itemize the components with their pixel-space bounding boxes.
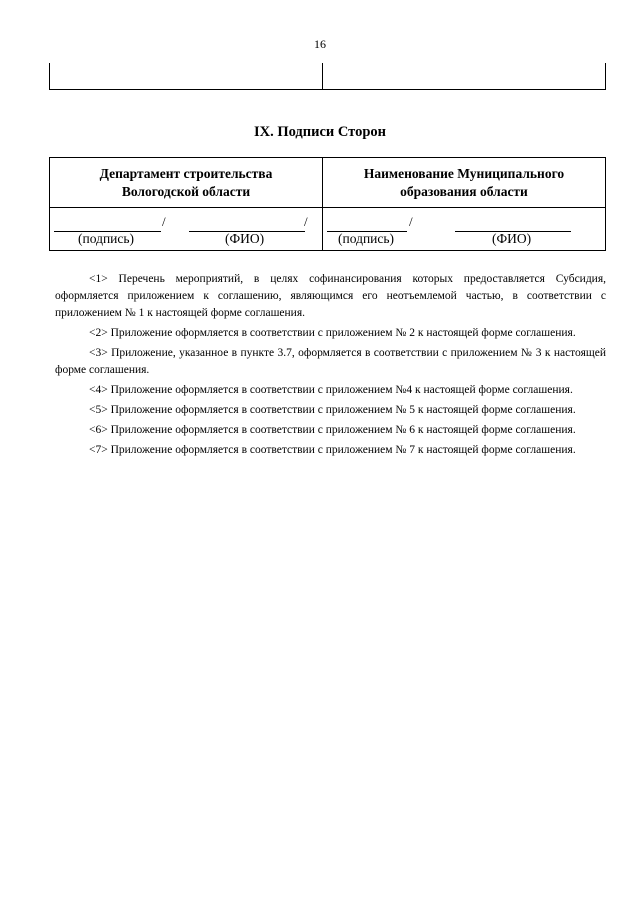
right-name-label: (ФИО) [492,231,532,246]
right-signature-slash: / [409,214,413,229]
party-right-name-line1: Наименование Муниципального [363,166,565,181]
footnotes [55,271,606,462]
footnote-3: <3> Приложение, указанное в пункте 3.7, оформляется в соответствии с приложением № 3 к настоящей форме соглашения. [55,347,606,376]
party-left-name [50,165,322,201]
table-column-divider [322,63,323,89]
section-title: IX. Подписи Сторон [253,124,387,140]
signatures-table [49,157,606,251]
party-left-name-line1: Департамент строительства [99,166,273,181]
left-name-label: (ФИО) [225,231,265,246]
footnote-2: <2> Приложение оформляется в соответствии с приложением № 2 к настоящей форме соглашения. [89,327,576,339]
left-signature-slash: / [162,214,166,229]
party-left-name-line2: Вологодской области [121,184,251,199]
left-signature-label: (подпись) [78,231,135,246]
left-name-slash: / [304,214,308,229]
party-right-name-line2: образования области [400,184,528,199]
right-signature-label: (подпись) [338,231,395,246]
footnote-4: <4> Приложение оформляется в соответствии с приложением №4 к настоящей форме соглашения. [89,384,573,396]
previous-table-end [49,63,606,90]
footnote-5: <5> Приложение оформляется в соответствии с приложением № 5 к настоящей форме соглашения. [89,404,576,416]
footnote-7: <7> Приложение оформляется в соответствии с приложением № 7 к настоящей форме соглашения. [89,444,576,456]
page-number: 16 [314,37,326,51]
footnote-1: <1> Перечень мероприятий, в целях софинансирования которых предоставляется Субсидия, оформляется приложением к соглашению, являющимся его неотъемлемой частью, в соответствии с приложением № 1 к настоящей форме соглашения. [55,273,606,319]
party-right-name [323,165,605,201]
table-row-divider [50,207,605,208]
footnote-6: <6> Приложение оформляется в соответствии с приложением № 6 к настоящей форме соглашения. [89,424,576,436]
